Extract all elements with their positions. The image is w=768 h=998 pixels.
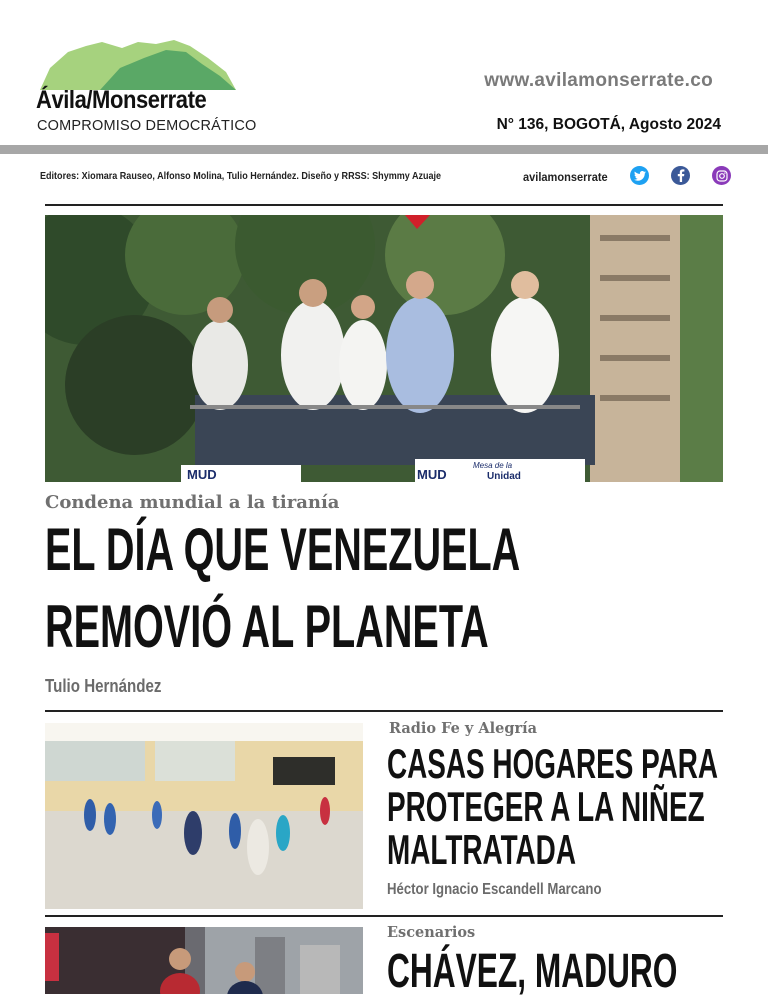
banner-text: MUD (417, 467, 447, 482)
editors-credit: Editores: Xiomara Rauseo, Alfonso Molina, Tulio Hernández. Diseño y RRSS: Shymmy Azuaje (40, 170, 442, 182)
banner-text: Mesa de la (473, 461, 513, 470)
website-link[interactable]: www.avilamonserrate.co (484, 70, 713, 91)
brand-tagline: COMPROMISO DEMOCRÁTICO (37, 118, 257, 134)
section-divider (45, 204, 723, 206)
story-2-headline-line-1[interactable]: CASAS HOGARES PARA (387, 740, 719, 787)
banner-text: MUD (187, 467, 217, 482)
facebook-icon[interactable] (671, 166, 690, 185)
lead-headline-line-1[interactable]: EL DÍA QUE VENEZUELA (45, 516, 521, 583)
banner-text: Unidad (487, 471, 521, 482)
story-2-author: Héctor Ignacio Escandell Marcano (387, 881, 602, 898)
brand-name: Ávila/Monserrate (36, 86, 207, 114)
section-divider (45, 710, 723, 712)
story-3-kicker: Escenarios (387, 924, 476, 941)
story-2-headline-line-2[interactable]: PROTEGER A LA NIÑEZ (387, 783, 705, 830)
lead-author: Tulio Hernández (45, 676, 162, 696)
social-handle[interactable]: avilamonserrate (523, 170, 608, 184)
lead-kicker: Condena mundial a la tiranía (45, 492, 340, 513)
issue-info: N° 136, BOGOTÁ, Agosto 2024 (496, 116, 721, 133)
instagram-icon[interactable] (712, 166, 731, 185)
twitter-icon[interactable] (630, 166, 649, 185)
story-2-photo[interactable] (45, 723, 363, 909)
story-3-headline-line-1[interactable]: CHÁVEZ, MADURO (387, 945, 678, 998)
masthead-divider (0, 145, 768, 154)
story-2-kicker: Radio Fe y Alegría (389, 720, 538, 737)
lead-photo[interactable] (45, 215, 723, 482)
lead-headline-line-2[interactable]: REMOVIÓ AL PLANETA (45, 593, 489, 660)
story-2-headline-line-3[interactable]: MALTRATADA (387, 826, 576, 873)
mountain-logo (40, 38, 240, 90)
story-3-photo[interactable] (45, 927, 363, 994)
section-divider (45, 915, 723, 917)
